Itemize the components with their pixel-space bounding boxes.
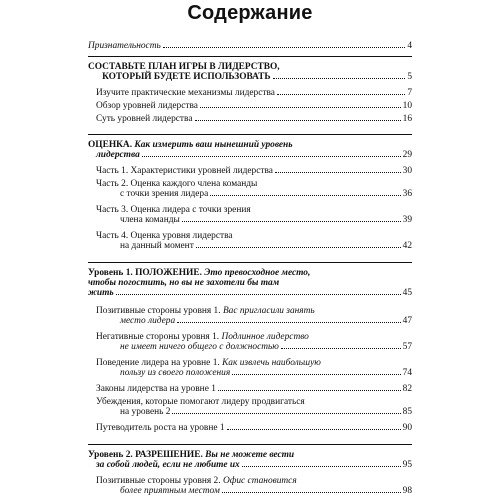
- toc-subentry[interactable]: [88, 358, 412, 378]
- entry-text: Путеводитель роста на уровне 1: [96, 423, 225, 433]
- page-number: 74: [402, 368, 412, 378]
- page-number: 45: [402, 288, 412, 298]
- toc-section[interactable]: [88, 450, 412, 470]
- toc-subentry[interactable]: [88, 384, 412, 394]
- page-number: 85: [402, 407, 412, 417]
- leader-dots: [163, 47, 406, 48]
- leader-dots: [277, 94, 405, 95]
- section-rule: [88, 444, 412, 445]
- page-number: 47: [402, 316, 412, 326]
- leader-dots: [222, 492, 401, 493]
- toc-subentry[interactable]: [88, 166, 412, 176]
- page-number: 98: [402, 486, 412, 496]
- toc-line: [88, 205, 412, 215]
- entry-text: Обзор уровней лидерства: [96, 101, 198, 111]
- leader-dots: [142, 156, 401, 157]
- toc-subentry[interactable]: [88, 205, 412, 225]
- leader-dots: [210, 195, 400, 196]
- entry-text: на уровень 2: [120, 407, 171, 417]
- page-number: 30: [402, 166, 412, 176]
- toc-line: [88, 231, 412, 241]
- toc-line: [88, 368, 412, 378]
- entry-text: жить: [88, 288, 114, 298]
- toc-line: [88, 397, 412, 407]
- toc-line: [88, 150, 412, 160]
- page-number: 10: [402, 101, 412, 111]
- toc-line: [88, 166, 412, 176]
- entry-text: Позитивные стороны уровня 2.: [96, 476, 221, 486]
- entry-text: члена команды: [120, 215, 180, 225]
- page-number: 4: [407, 41, 412, 51]
- entry-text: Это превосходное место,: [204, 268, 311, 278]
- entry-text: Часть 4. Оценка уровня лидерства: [96, 231, 233, 241]
- leader-dots: [275, 172, 401, 173]
- entry-text: место лидера: [120, 316, 176, 326]
- toc-subentry[interactable]: [88, 306, 412, 326]
- entry-text: Как измерить ваш нынешний уровень: [134, 140, 293, 150]
- page-number: 57: [402, 342, 412, 352]
- toc-line: [88, 423, 412, 433]
- toc-subentry[interactable]: [88, 231, 412, 251]
- leader-dots: [273, 78, 406, 79]
- entry-text: пользу из своего положения: [120, 368, 231, 378]
- toc-line: [88, 88, 412, 98]
- section-rule: [88, 134, 412, 135]
- leader-dots: [218, 390, 401, 391]
- page-number: 7: [407, 88, 412, 98]
- page-title: Содержание: [187, 2, 313, 24]
- entry-text: ОЦЕНКА.: [88, 140, 135, 150]
- toc-line: [88, 288, 412, 298]
- toc-section[interactable]: [88, 140, 412, 160]
- toc-line: [88, 72, 412, 82]
- toc-line: [88, 384, 412, 394]
- toc-entry[interactable]: [88, 114, 412, 124]
- page-number: 5: [407, 72, 412, 82]
- toc-subentry[interactable]: [88, 179, 412, 199]
- entry-text: Поведение лидера на уровне 1.: [96, 358, 220, 368]
- toc-line: [88, 407, 412, 417]
- toc-line: [88, 476, 412, 486]
- toc-entry[interactable]: [88, 88, 412, 98]
- toc-line: [88, 358, 412, 368]
- entry-text: чтобы погостить, но вы не захотели бы там: [88, 278, 280, 288]
- entry-text: СОСТАВЬТЕ ПЛАН ИГРЫ В ЛИДЕРСТВО,: [88, 62, 280, 72]
- entry-text: Как извлечь наибольшую: [219, 358, 321, 368]
- entry-text: не имеет ничего общего с должностью: [120, 342, 279, 352]
- toc-line: [88, 241, 412, 251]
- entry-text: Изучите практические механизмы лидерства: [96, 88, 275, 98]
- entry-text: Убеждения, которые помогают лидеру продвигаться: [96, 397, 305, 407]
- leader-dots: [172, 413, 400, 414]
- toc-line: [88, 316, 412, 326]
- entry-text: Признательность: [88, 41, 161, 51]
- entry-text: Часть 3. Оценка лидера с точки зрения: [96, 205, 251, 215]
- toc-subentry[interactable]: [88, 423, 412, 433]
- entry-text: Законы лидерства на уровне 1: [96, 384, 216, 394]
- entry-text: Уровень 1. ПОЛОЖЕНИЕ.: [88, 268, 205, 278]
- entry-text: КОТОРЫЙ БУДЕТЕ ИСПОЛЬЗОВАТЬ: [88, 72, 271, 82]
- toc-line: [88, 179, 412, 189]
- entry-text: Часть 1. Характеристики уровней лидерства: [96, 166, 273, 176]
- leader-dots: [196, 247, 401, 248]
- leader-dots: [195, 120, 401, 121]
- entry-text: Вас пригласили занять: [220, 306, 315, 316]
- entry-text: Суть уровней лидерства: [96, 114, 193, 124]
- section-rule: [88, 56, 412, 57]
- page-number: 90: [402, 423, 412, 433]
- toc-line: [88, 342, 412, 352]
- entry-text: Часть 2. Оценка каждого члена команды: [96, 179, 258, 189]
- entry-text: Подлинное лидерство: [219, 332, 309, 342]
- page-number: 42: [402, 241, 412, 251]
- leader-dots: [227, 429, 401, 430]
- entry-text: Уровень 2. РАЗРЕШЕНИЕ.: [88, 450, 206, 460]
- toc-line: [88, 306, 412, 316]
- toc-line: [88, 460, 412, 470]
- toc-line: [88, 189, 412, 199]
- toc-line: [88, 41, 412, 51]
- toc-section[interactable]: [88, 268, 412, 298]
- entry-text: с точки зрения лидера: [120, 189, 209, 199]
- page-number: 29: [402, 150, 412, 160]
- entry-text: лидерства: [96, 150, 140, 160]
- toc-line: [88, 450, 412, 460]
- entry-text: Офис становится: [220, 476, 297, 486]
- toc-line: [88, 486, 412, 496]
- leader-dots: [281, 348, 401, 349]
- page-number: 39: [402, 215, 412, 225]
- leader-dots: [242, 466, 401, 467]
- toc-entry[interactable]: [88, 41, 412, 51]
- toc-line: [88, 332, 412, 342]
- leader-dots: [116, 294, 401, 295]
- toc-line: [88, 278, 412, 288]
- toc-line: [88, 114, 412, 124]
- page-number: 36: [402, 189, 412, 199]
- section-rule: [88, 262, 412, 263]
- toc-line: [88, 62, 412, 72]
- page-number: 95: [402, 460, 412, 470]
- toc-line: [88, 215, 412, 225]
- toc-subentry[interactable]: [88, 397, 412, 417]
- entry-text: Вы не можете вести: [205, 450, 295, 460]
- leader-dots: [177, 322, 400, 323]
- toc-subentry[interactable]: [88, 332, 412, 352]
- entry-text: на данный момент: [120, 241, 194, 251]
- toc-line: [88, 101, 412, 111]
- toc-entry[interactable]: [88, 62, 412, 82]
- toc-entry[interactable]: [88, 101, 412, 111]
- leader-dots: [232, 374, 400, 375]
- leader-dots: [200, 107, 401, 108]
- entry-text: Негативные стороны уровня 1.: [96, 332, 220, 342]
- entry-text: более приятным местом: [120, 486, 220, 496]
- toc-line: [88, 140, 412, 150]
- toc-subentry[interactable]: [88, 476, 412, 496]
- page-number: 16: [402, 114, 412, 124]
- toc-line: [88, 268, 412, 278]
- entry-text: за собой людей, если не любите их: [96, 460, 240, 470]
- entry-text: Позитивные стороны уровня 1.: [96, 306, 221, 316]
- leader-dots: [182, 221, 401, 222]
- page-number: 82: [402, 384, 412, 394]
